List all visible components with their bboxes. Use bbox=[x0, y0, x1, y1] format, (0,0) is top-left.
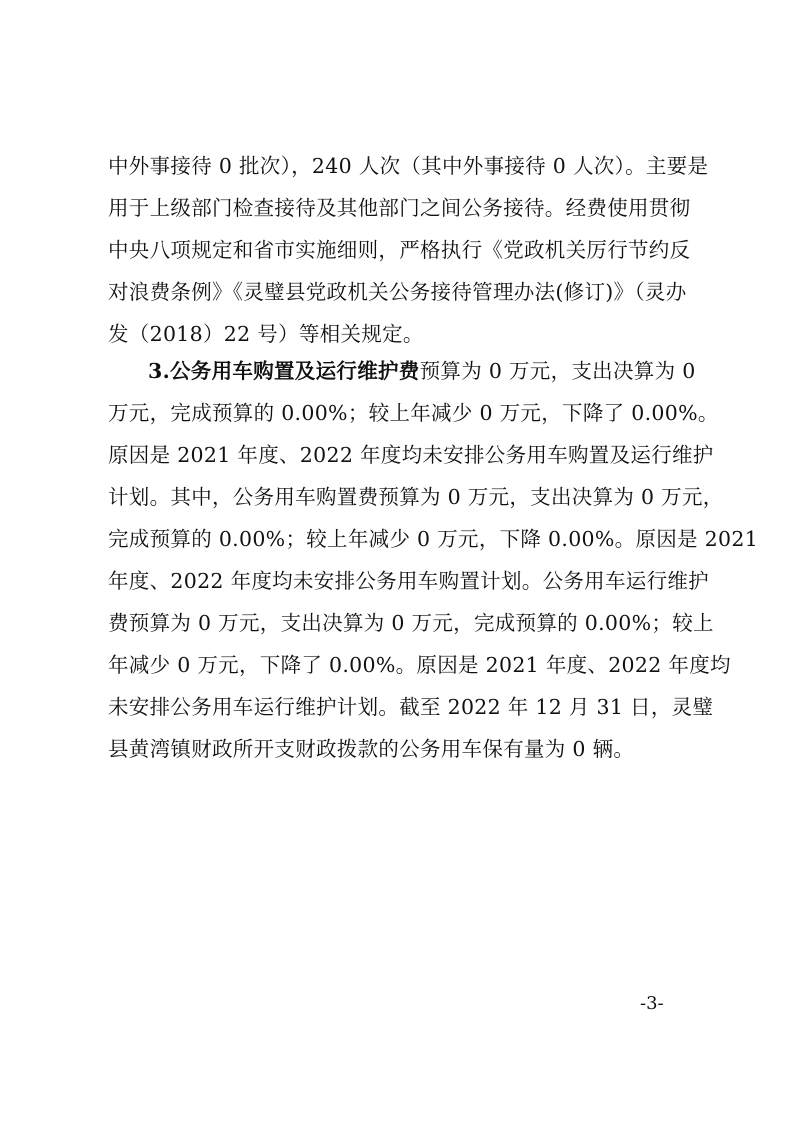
paragraph-2-line-3: 原因是 2021 年度、2022 年度均未安排公务用车购置及运行维护 bbox=[108, 443, 714, 467]
paragraph-2-line-1-text: 预算为 0 万元，支出决算为 0 bbox=[419, 359, 696, 383]
paragraph-2-line-2: 万元，完成预算的 0.00%；较上年减少 0 万元，下降了 0.00%。 bbox=[108, 401, 719, 425]
paragraph-2-line-6: 年度、2022 年度均未安排公务用车购置计划。公务用车运行维护 bbox=[108, 569, 709, 593]
paragraph-1-line-5: 发（2018）22 号）等相关规定。 bbox=[108, 322, 424, 346]
section-heading: 3.公务用车购置及运行维护费 bbox=[148, 359, 420, 383]
paragraph-1-line-3: 中央八项规定和省市实施细则，严格执行《党政机关厉行节约反 bbox=[108, 238, 691, 262]
paragraph-2-line-10: 县黄湾镇财政所开支财政拨款的公务用车保有量为 0 辆。 bbox=[108, 737, 635, 761]
paragraph-2-line-5: 完成预算的 0.00%；较上年减少 0 万元，下降 0.00%。原因是 2021 bbox=[108, 527, 759, 551]
paragraph-2-line-7: 费预算为 0 万元，支出决算为 0 万元，完成预算的 0.00%；较上 bbox=[108, 611, 714, 635]
paragraph-1-line-2: 用于上级部门检查接待及其他部门之间公务接待。经费使用贯彻 bbox=[108, 196, 691, 220]
paragraph-2-line-1 bbox=[148, 353, 696, 389]
page-number: -3- bbox=[640, 993, 664, 1014]
paragraph-1-line-4: 对浪费条例》《灵璧县党政机关公务接待管理办法(修订)》（灵办 bbox=[108, 280, 687, 304]
paragraph-1-line-1: 中外事接待 0 批次），240 人次（其中外事接待 0 人次）。主要是 bbox=[108, 154, 709, 178]
paragraph-2-line-9: 未安排公务用车运行维护计划。截至 2022 年 12 月 31 日，灵璧 bbox=[108, 695, 714, 719]
paragraph-2-line-8: 年减少 0 万元，下降了 0.00%。原因是 2021 年度、2022 年度均 bbox=[108, 653, 731, 677]
paragraph-2-line-4: 计划。其中，公务用车购置费预算为 0 万元，支出决算为 0 万元， bbox=[108, 485, 724, 509]
